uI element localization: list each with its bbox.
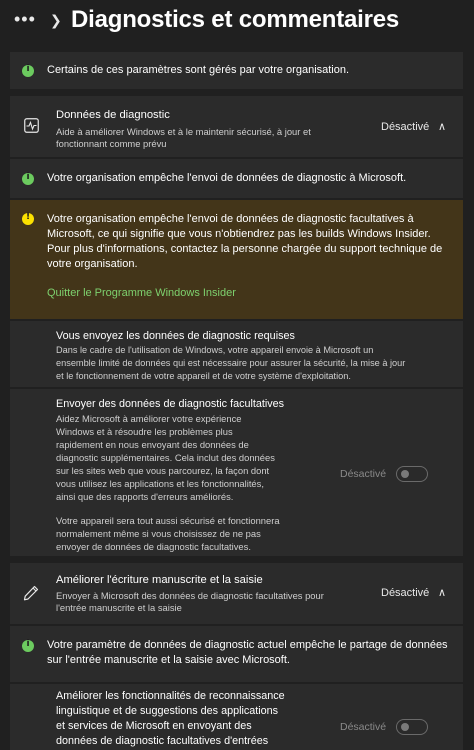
linguistic-line-1: Améliorer les fonctionnalités de reconnaissance — [56, 690, 285, 702]
leave-insider-link[interactable]: Quitter le Programme Windows Insider — [47, 287, 236, 299]
page-title: Diagnostics et commentaires — [71, 6, 400, 33]
optional-data-desc-5: sur les sites web que vous parcourez, la façon dont — [56, 465, 270, 476]
info-icon — [22, 173, 34, 185]
chevron-right-icon: ❯ — [50, 12, 62, 28]
diagnostic-data-desc-2: fonctionnant comme prévu — [56, 138, 167, 149]
handwriting-state: Désactivé — [381, 587, 430, 599]
optional-data-title: Envoyer des données de diagnostic facultatives — [56, 398, 285, 410]
optional-data-desc-7: ainsi que des rapports d'erreurs améliorés. — [56, 491, 234, 502]
warning-line-1: Votre organisation empêche l'envoi de données de diagnostic facultatives à — [47, 213, 414, 225]
diagnostic-data-desc-1: Aide à améliorer Windows et à le maintenir sécurisé, à jour et — [56, 126, 311, 137]
handwriting-notice-banner — [10, 626, 463, 682]
diagnostic-data-title: Données de diagnostic — [56, 109, 170, 121]
optional-data-desc-1: Aidez Microsoft à améliorer votre expérience — [56, 413, 242, 424]
handwriting-header[interactable] — [10, 563, 463, 624]
chevron-up-icon[interactable]: ∧ — [438, 121, 447, 133]
linguistic-line-4: données de diagnostic facultatives d'entrées — [56, 735, 269, 747]
optional-data-desc-4: diagnostic supplémentaires. Cela inclut des données — [56, 452, 275, 463]
diagnostic-data-state: Désactivé — [381, 121, 430, 133]
handwriting-desc-2: l'entrée manuscrite et la saisie — [56, 602, 182, 613]
optional-data-note-3: envoyer de données de diagnostic facultatives. — [56, 541, 251, 552]
handwriting-title: Améliorer l'écriture manuscrite et la saisie — [56, 574, 263, 586]
optional-data-row — [10, 389, 463, 556]
page-header — [0, 0, 474, 44]
org-block-text: Votre organisation empêche l'envoi de données de diagnostic à Microsoft. — [47, 172, 407, 184]
insider-warning-banner — [10, 200, 463, 319]
chevron-up-icon[interactable]: ∧ — [438, 587, 447, 599]
handwriting-notice-line-1: Votre paramètre de données de diagnostic actuel empêche le partage de données — [47, 639, 448, 651]
optional-data-note-2: normalement même si vous choisissez de ne pas — [56, 528, 261, 539]
optional-data-note-1: Votre appareil sera tout aussi sécurisé et fonctionnera — [56, 515, 280, 526]
warning-icon — [22, 213, 34, 225]
required-data-desc-2: ensemble limité de données qui est nécessaire pour assurer la sécurité, la mise à jour — [56, 358, 406, 368]
handwriting-desc-1: Envoyer à Microsoft des données de diagnostic facultatives pour — [56, 590, 324, 601]
warning-line-4: votre organisation. — [47, 258, 138, 270]
org-managed-banner — [10, 52, 463, 89]
required-data-desc-1: Dans le cadre de l'utilisation de Windows, votre appareil envoie à Microsoft un — [56, 345, 374, 355]
linguistic-row — [10, 684, 463, 750]
optional-data-toggle[interactable] — [396, 466, 428, 482]
info-icon — [22, 640, 34, 652]
diagnostic-data-header[interactable] — [10, 96, 463, 157]
more-options-icon[interactable]: ••• — [14, 9, 36, 29]
linguistic-state: Désactivé — [340, 721, 387, 733]
info-icon — [22, 65, 34, 77]
required-data-row — [10, 321, 463, 387]
linguistic-toggle[interactable] — [396, 719, 428, 735]
warning-line-2: Microsoft, ce qui signifie que vous n'obtiendrez pas les builds Windows Insider. — [47, 228, 431, 240]
activity-chart-icon — [24, 118, 39, 133]
optional-data-desc-2: Windows et à résoudre les problèmes plus — [56, 426, 233, 437]
required-data-title: Vous envoyez les données de diagnostic requises — [56, 330, 295, 342]
required-data-desc-3: et le fonctionnement de votre appareil et de votre système d'exploitation. — [56, 371, 351, 381]
linguistic-line-2: linguistique et de suggestions des applications — [56, 705, 279, 717]
optional-data-desc-3: rapidement en nous envoyant des données de — [56, 439, 249, 450]
org-managed-text: Certains de ces paramètres sont gérés par votre organisation. — [47, 64, 350, 76]
optional-data-desc-6: vous utilisez les applications et les fonctionnalités, — [56, 478, 264, 489]
handwriting-notice-line-2: sur l'entrée manuscrite et la saisie avec Microsoft. — [47, 654, 290, 666]
optional-data-state: Désactivé — [340, 468, 387, 480]
pen-icon — [23, 585, 39, 601]
warning-line-3: Pour plus d'informations, contactez la personne chargée du support technique de — [47, 243, 443, 255]
org-block-banner — [10, 159, 463, 198]
linguistic-line-3: et services de Microsoft en envoyant des — [56, 720, 252, 732]
